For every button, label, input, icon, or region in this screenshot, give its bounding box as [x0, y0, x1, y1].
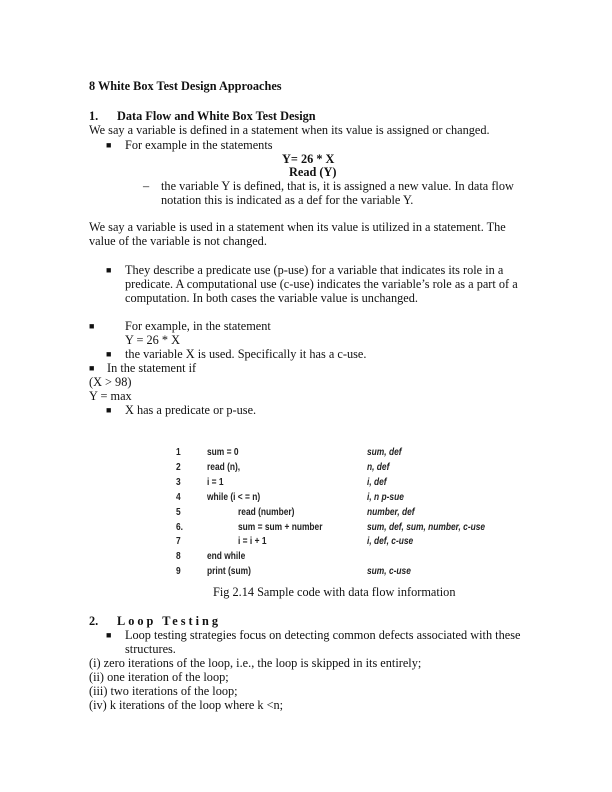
- text-line: Y = max: [89, 389, 132, 403]
- data-flow-annotation: number, def: [367, 505, 415, 518]
- text-line: In the statement if: [107, 361, 197, 375]
- code-line: end while: [207, 550, 246, 563]
- code-line: sum = 0: [207, 446, 239, 458]
- bullet-icon: ■: [106, 405, 112, 415]
- line-number: 2: [176, 460, 181, 473]
- text-line: They describe a predicate use (p-use) for a variable that indicates its role in a: [125, 263, 504, 277]
- section-2-number: 2.: [89, 614, 99, 628]
- text-line: the variable Y is defined, that is, it is assigned a new value. In data flow: [161, 179, 514, 193]
- text-line: For example, in the statement: [125, 319, 271, 333]
- dash-icon: –: [143, 179, 150, 193]
- page-title: 8 White Box Test Design Approaches: [89, 79, 282, 93]
- list-item: (iii) two iterations of the loop;: [89, 684, 238, 698]
- text-line: predicate. A computational use (c-use) indicates the variable’s role as a part of a: [125, 277, 518, 291]
- line-number: 1: [176, 446, 181, 458]
- code-line: read (number): [238, 505, 295, 518]
- bullet-icon: ■: [106, 140, 112, 150]
- list-item: (ii) one iteration of the loop;: [89, 670, 229, 684]
- list-item: (iv) k iterations of the loop where k <n;: [89, 698, 284, 712]
- data-flow-annotation: sum, def, sum, number, c-use: [367, 520, 486, 533]
- section-1-heading: Data Flow and White Box Test Design: [117, 109, 316, 123]
- bullet-icon: ■: [106, 265, 112, 275]
- code-line: while (i < = n): [207, 490, 261, 503]
- line-number: 9: [176, 565, 181, 578]
- line-number: 6.: [176, 520, 184, 533]
- data-flow-annotation: sum, def: [367, 446, 402, 458]
- data-flow-annotation: n, def: [367, 460, 390, 473]
- text-line: computation. In both cases the variable value is unchanged.: [125, 291, 418, 305]
- text-line: value of the variable is not changed.: [89, 234, 267, 248]
- line-number: 5: [176, 505, 181, 518]
- line-number: 7: [176, 535, 181, 548]
- text-line: structures.: [125, 642, 176, 656]
- bullet-icon: ■: [106, 349, 112, 359]
- figure-caption: Fig 2.14 Sample code with data flow information: [213, 585, 456, 599]
- line-number: 8: [176, 550, 181, 563]
- data-flow-annotation: i, def: [367, 475, 387, 488]
- equation: Y= 26 * X: [282, 152, 335, 166]
- list-item: (i) zero iterations of the loop, i.e., the loop is skipped in its entirely;: [89, 656, 422, 670]
- text-line: We say a variable is used in a statement when its value is utilized in a statement. The: [89, 220, 506, 234]
- paragraph: We say a variable is defined in a statement when its value is assigned or changed.: [89, 123, 490, 137]
- text-line: Y = 26 * X: [125, 333, 180, 347]
- line-number: 3: [176, 475, 181, 488]
- code-line: read (n),: [207, 460, 241, 473]
- text-line: (X > 98): [89, 375, 132, 389]
- line-number: 4: [176, 490, 181, 503]
- data-flow-annotation: i, def, c-use: [367, 535, 414, 548]
- code-line: i = 1: [207, 475, 224, 488]
- text-line: Loop testing strategies focus on detecting common defects associated with these: [125, 628, 521, 642]
- bullet-text: For example in the statements: [125, 138, 273, 152]
- code-line: sum = sum + number: [238, 520, 323, 533]
- bullet-icon: ■: [106, 630, 112, 640]
- bullet-icon: ■: [89, 363, 95, 373]
- bullet-icon: ■: [89, 321, 95, 331]
- code-line: print (sum): [207, 565, 251, 578]
- code-line: i = i + 1: [238, 535, 267, 548]
- text-line: notation this is indicated as a def for the variable Y.: [161, 193, 414, 207]
- equation: Read (Y): [289, 165, 337, 179]
- section-2-heading: Loop Testing: [117, 614, 222, 628]
- text-line: X has a predicate or p-use.: [125, 403, 257, 417]
- data-flow-annotation: sum, c-use: [367, 565, 411, 578]
- section-1-number: 1.: [89, 109, 99, 123]
- text-line: the variable X is used. Specifically it has a c-use.: [125, 347, 367, 361]
- data-flow-annotation: i, n p-sue: [367, 490, 404, 503]
